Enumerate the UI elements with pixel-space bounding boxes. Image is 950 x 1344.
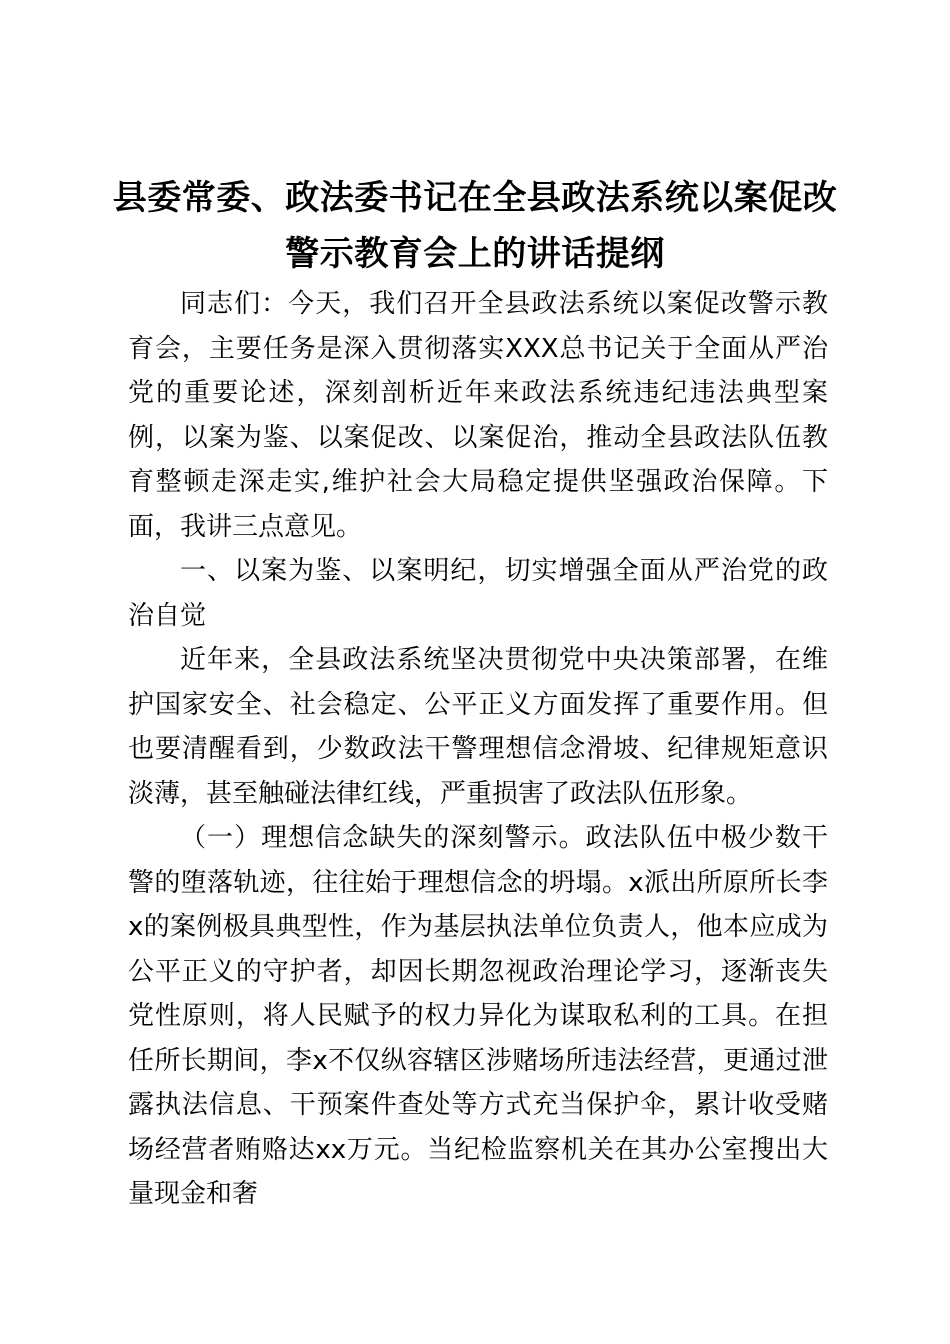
paragraph-section-1-intro: 近年来，全县政法系统坚决贯彻党中央决策部署，在维护国家安全、社会稳定、公平正义方面发挥了重要作用。但也要清醒看到，少数政法干警理想信念滑坡、纪律规矩意识淡薄，甚至触碰法律红线，严重损害了政法队伍形象。 (128, 645, 828, 809)
document-body (128, 282, 828, 1217)
paragraph-subsection-1: （一）理想信念缺失的深刻警示。政法队伍中极少数干警的堕落轨迹，往往始于理想信念的坍塌。x派出所原所长李x的案例极具典型性，作为基层执法单位负责人，他本应成为公平正义的守护者，却因长期忽视政治理论学习，逐渐丧失党性原则，将人民赋予的权力异化为谋取私利的工具。在担任所长期间，李x不仅纵容辖区涉赌场所违法经营，更通过泄露执法信息、干预案件查处等方式充当保护伞，累计收受赌场经营者贿赂达xx万元。当纪检监察机关在其办公室搜出大量现金和奢 (128, 823, 828, 1209)
document-title: 县委常委、政法委书记在全县政法系统以案促改警示教育会上的讲话提纲 (112, 178, 838, 274)
section-heading-1: 一、以案为鉴、以案明纪，切实增强全面从严治党的政治自觉 (128, 556, 828, 631)
paragraph-opening: 同志们：今天，我们召开全县政法系统以案促改警示教育会，主要任务是深入贯彻落实XXX总书记关于全面从严治党的重要论述，深刻剖析近年来政法系统违纪违法典型案例，以案为鉴、以案促改、以案促治，推动全县政法队伍教育整顿走深走实,维护社会大局稳定提供坚强政治保障。下面，我讲三点意见。 (128, 289, 828, 542)
